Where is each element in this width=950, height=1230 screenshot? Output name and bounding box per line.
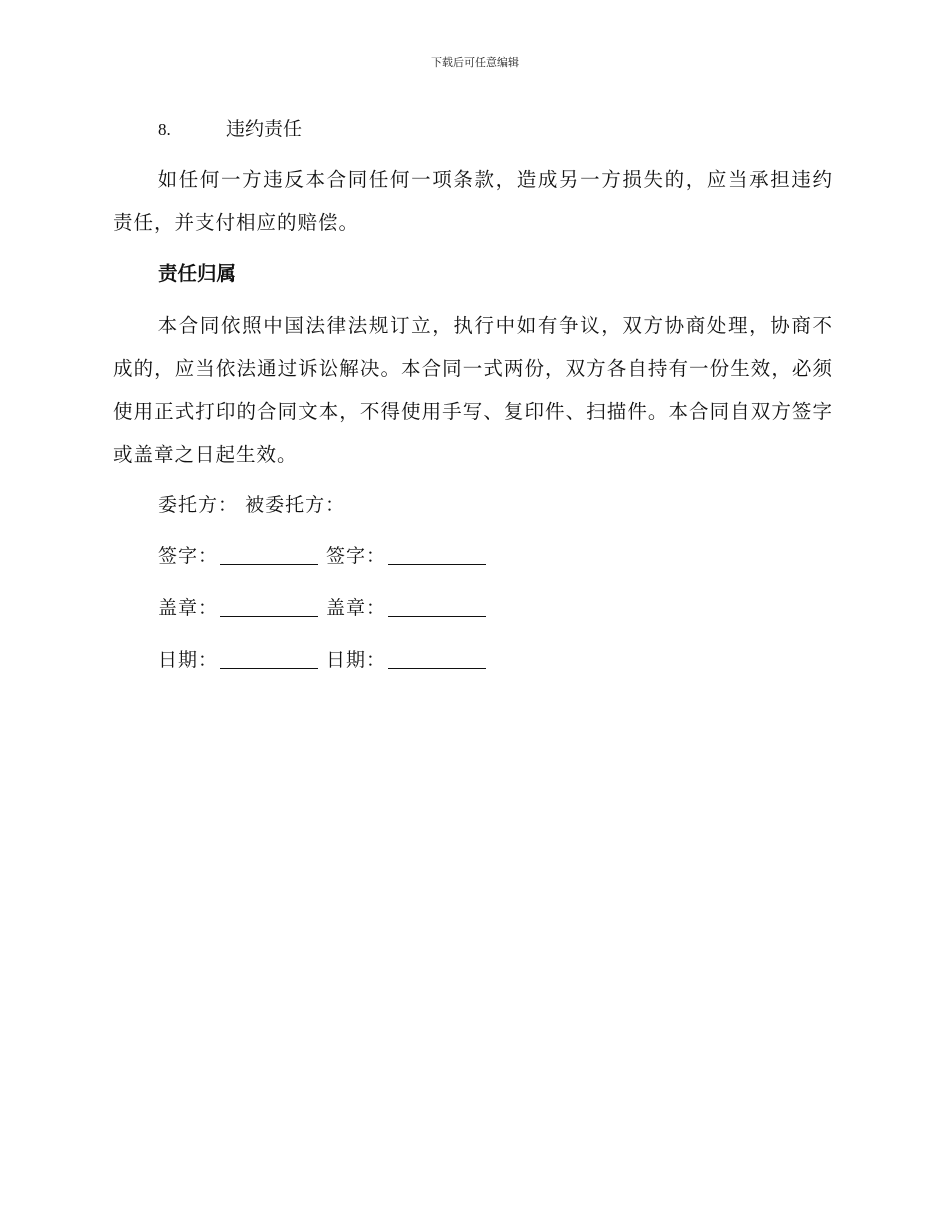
seal-row [158, 593, 494, 620]
principal-sign-blank[interactable] [220, 544, 318, 565]
principal-date-label: 日期： [158, 649, 219, 671]
principal-sign-label: 签字： [158, 545, 219, 567]
breach-paragraph [113, 158, 833, 244]
principal-label: 委托方： [158, 494, 239, 516]
responsibility-heading: 责任归属 [158, 262, 237, 285]
breach-text: 如任何一方违反本合同任何一项条款，造成另一方损失的，应当承担违约责任，并支付相应的赔偿。 [113, 168, 833, 234]
signature-row [158, 541, 494, 568]
agent-label: 被委托方： [245, 494, 346, 516]
page-header: 下载后可任意编辑 [431, 56, 519, 69]
agent-sign-label: 签字： [326, 545, 387, 567]
principal-seal-blank[interactable] [220, 596, 318, 617]
agent-date-label: 日期： [326, 649, 387, 671]
governing-law-text: 本合同依照中国法律法规订立，执行中如有争议，双方协商处理，协商不成的，应当依法通过诉讼解决。本合同一式两份，双方各自持有一份生效，必须使用正式打印的合同文本，不得使用手写、复印件、扫描件。本合同自双方签字或盖章之日起生效。 [113, 314, 833, 466]
section-title: 违约责任 [226, 118, 303, 140]
section-number: 8. [158, 120, 171, 139]
governing-law-paragraph [113, 304, 833, 476]
date-row [158, 645, 494, 672]
agent-date-blank[interactable] [388, 648, 486, 669]
agent-seal-label: 盖章： [326, 597, 387, 619]
agent-seal-blank[interactable] [388, 596, 486, 617]
section-heading [158, 114, 302, 141]
principal-seal-label: 盖章： [158, 597, 219, 619]
principal-date-blank[interactable] [220, 648, 318, 669]
parties-line [158, 490, 345, 517]
agent-sign-blank[interactable] [388, 544, 486, 565]
